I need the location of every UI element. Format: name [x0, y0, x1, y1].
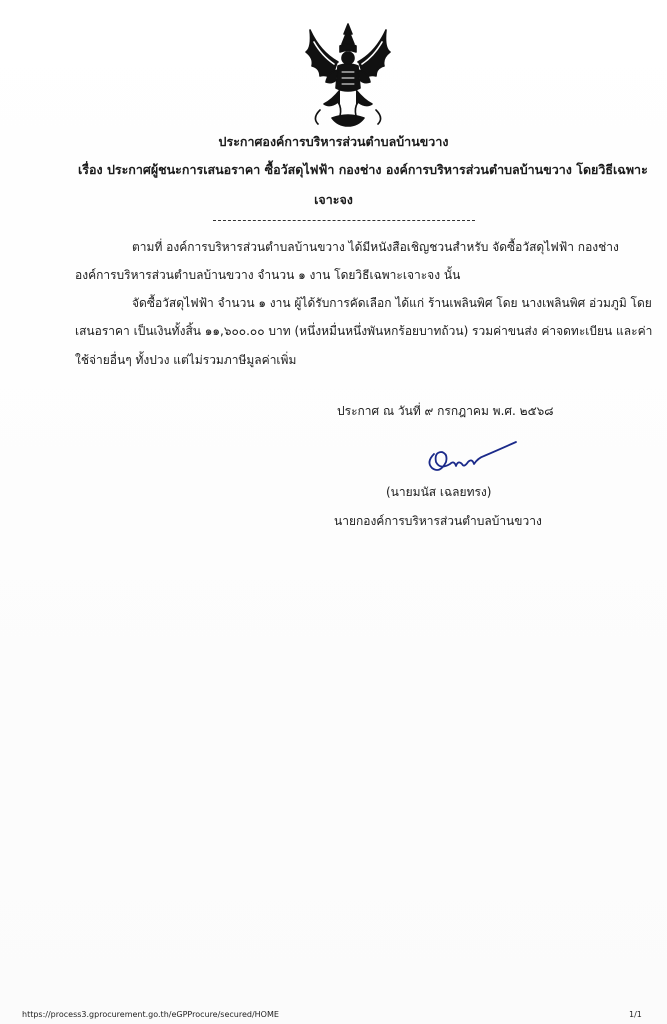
footer-url: https://process3.gprocurement.go.th/eGPProcure/secured/HOME — [22, 1010, 279, 1019]
body-paragraph-1-line-1: ตามที่ องค์การบริหารส่วนตำบลบ้านขวาง ได้มีหนังสือเชิญชวนสำหรับ จัดซื้อวัสดุไฟฟ้า กองช่าง — [132, 240, 619, 254]
body-paragraph-2-line-2: เสนอราคา เป็นเงินทั้งสิ้น ๑๑,๖๐๐.๐๐ บาท (หนึ่งหมื่นหนึ่งพันหกร้อยบาทถ้วน) รวมค่าขนส่ง ค่าจดทะเบียน และค่า — [75, 324, 653, 338]
handwritten-signature — [420, 432, 520, 476]
body-paragraph-1-line-2: องค์การบริหารส่วนตำบลบ้านขวาง จำนวน ๑ งาน โดยวิธีเฉพาะเจาะจง นั้น — [75, 268, 461, 282]
signer-name: (นายมนัส เฉลยทรง) — [386, 485, 492, 499]
document-subject-continued: เจาะจง — [314, 192, 353, 207]
signer-position: นายกองค์การบริหารส่วนตำบลบ้านขวาง — [334, 514, 542, 528]
document-title: ประกาศองค์การบริหารส่วนตำบลบ้านขวาง — [218, 134, 449, 149]
document-subject: เรื่อง ประกาศผู้ชนะการเสนอราคา ซื้อวัสดุไฟฟ้า กองช่าง องค์การบริหารส่วนตำบลบ้านขวาง โดยวิธีเฉพาะ — [78, 162, 648, 177]
page-number: 1/1 — [629, 1010, 642, 1019]
dashed-divider — [213, 220, 475, 221]
body-paragraph-2-line-3: ใช้จ่ายอื่นๆ ทั้งปวง แต่ไม่รวมภาษีมูลค่าเพิ่ม — [75, 353, 297, 367]
garuda-emblem-icon — [302, 22, 394, 128]
announcement-date: ประกาศ ณ วันที่ ๙ กรกฎาคม พ.ศ. ๒๕๖๘ — [337, 404, 554, 418]
body-paragraph-2-line-1: จัดซื้อวัสดุไฟฟ้า จำนวน ๑ งาน ผู้ได้รับการคัดเลือก ได้แก่ ร้านเพลินพิศ โดย นางเพลินพิศ อ่วมภูมิ โดย — [132, 296, 652, 310]
